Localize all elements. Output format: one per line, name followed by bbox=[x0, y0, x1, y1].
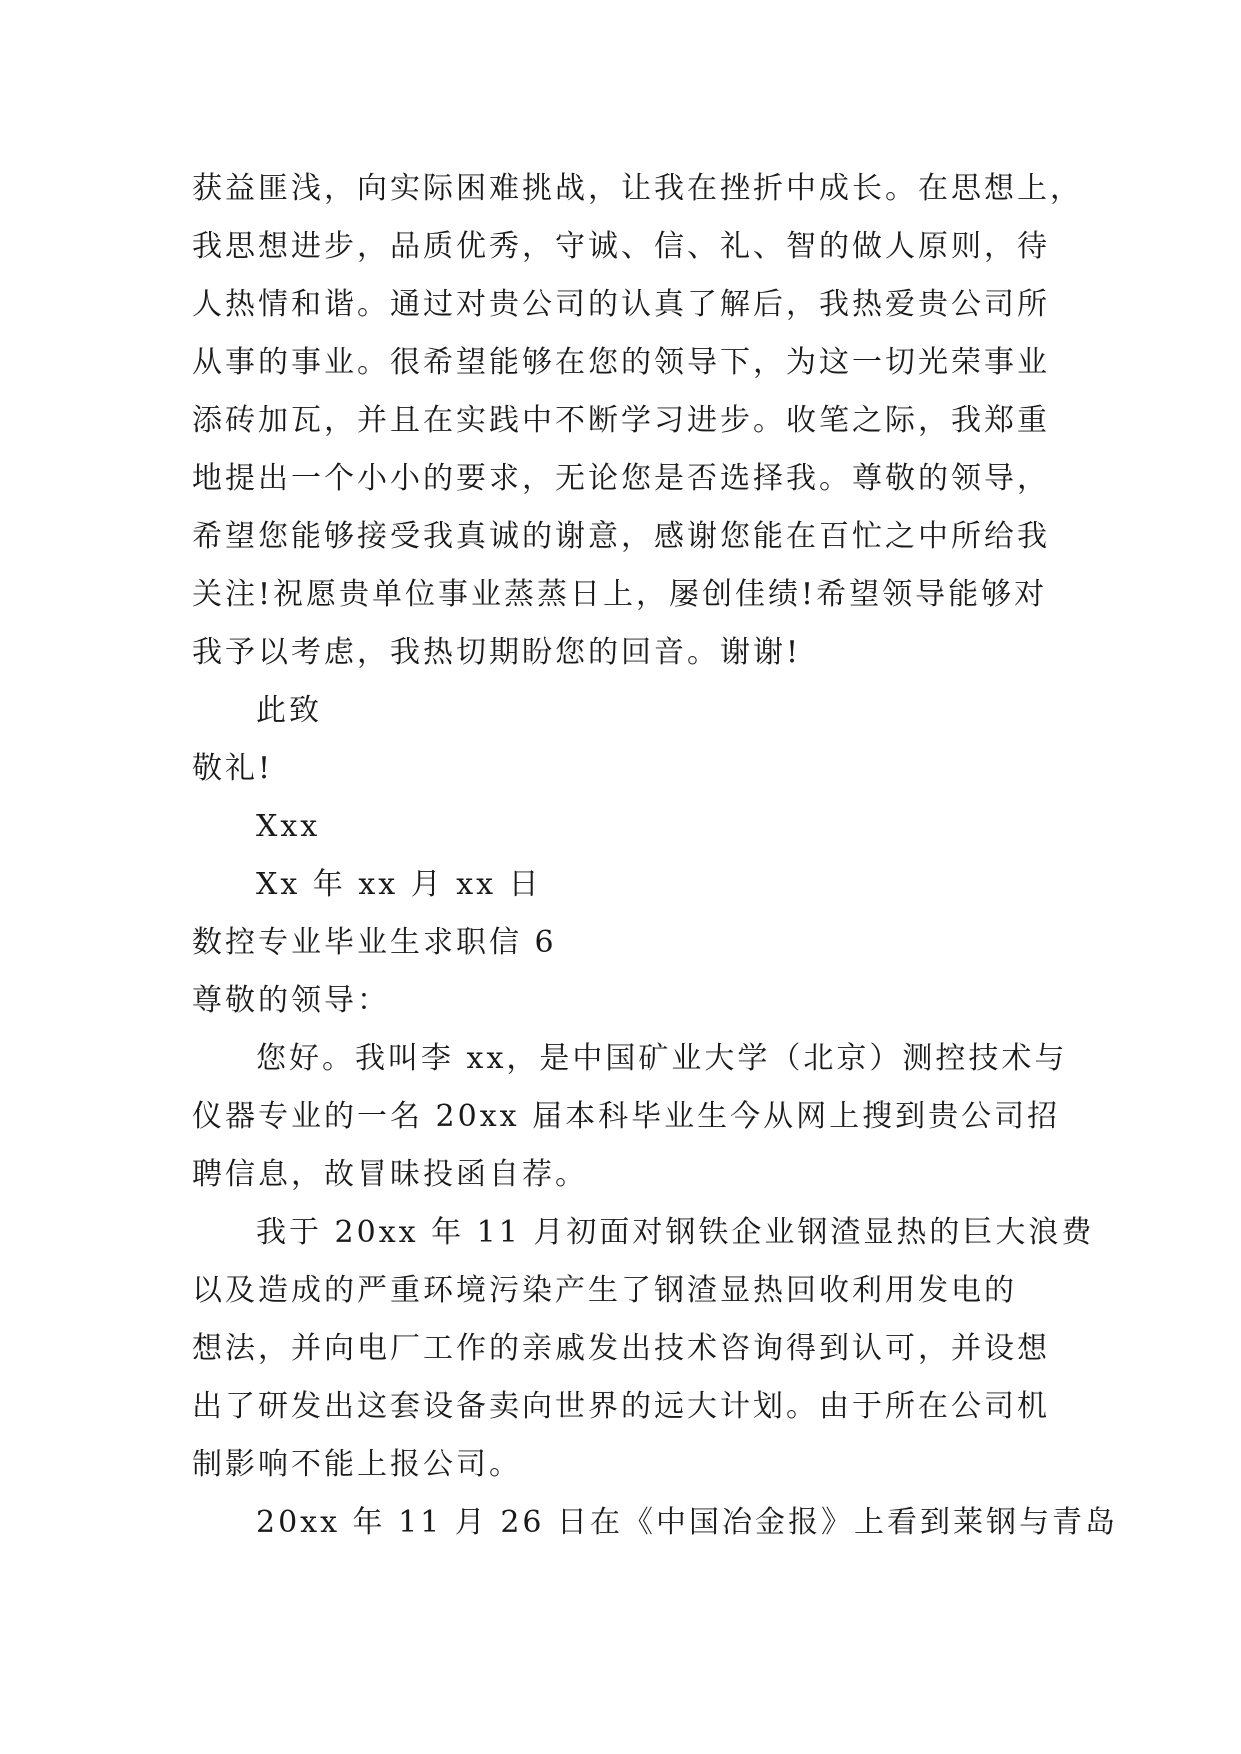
text-line: 20xx 年 11 月 26 日在《中国冶金报》上看到莱钢与青岛 bbox=[256, 1505, 1119, 1540]
text-line: 出了研发出这套设备卖向世界的远大计划。由于所在公司机 bbox=[192, 1389, 1050, 1424]
text-line: Xxx bbox=[256, 809, 321, 844]
text-line: 关注!祝愿贵单位事业蒸蒸日上，屡创佳绩!希望领导能够对 bbox=[192, 577, 1048, 612]
text-line: 想法，并向电厂工作的亲戚发出技术咨询得到认可，并设想 bbox=[192, 1331, 1050, 1366]
text-line: 我思想进步，品质优秀，守诚、信、礼、智的做人原则，待 bbox=[192, 229, 1050, 264]
text-line: 我于 20xx 年 11 月初面对钢铁企业钢渣显热的巨大浪费 bbox=[256, 1215, 1095, 1250]
text-line: 尊敬的领导： bbox=[192, 983, 390, 1018]
text-line: 人热情和谐。通过对贵公司的认真了解后，我热爱贵公司所 bbox=[192, 287, 1050, 322]
text-line: 以及造成的严重环境污染产生了钢渣显热回收利用发电的 bbox=[192, 1273, 1017, 1308]
text-line: 添砖加瓦，并且在实践中不断学习进步。收笔之际，我郑重 bbox=[192, 403, 1050, 438]
text-line: 数控专业毕业生求职信 6 bbox=[192, 925, 557, 960]
text-line: 仪器专业的一名 20xx 届本科毕业生今从网上搜到贵公司招 bbox=[192, 1099, 1061, 1134]
text-line: 从事的事业。很希望能够在您的领导下，为这一切光荣事业 bbox=[192, 345, 1050, 380]
document-body bbox=[192, 160, 1119, 1552]
text-line: 聘信息，故冒昧投函自荐。 bbox=[192, 1157, 588, 1192]
text-line: 我予以考虑，我热切期盼您的回音。谢谢! bbox=[192, 635, 802, 670]
text-line: Xx 年 xx 月 xx 日 bbox=[256, 867, 542, 902]
text-line: 获益匪浅，向实际困难挑战，让我在挫折中成长。在思想上， bbox=[192, 171, 1083, 206]
text-line: 敬礼! bbox=[192, 751, 274, 786]
text-line: 此致 bbox=[256, 693, 322, 728]
text-line: 制影响不能上报公司。 bbox=[192, 1447, 522, 1482]
text-line: 地提出一个小小的要求，无论您是否选择我。尊敬的领导， bbox=[192, 461, 1050, 496]
text-line: 希望您能够接受我真诚的谢意，感谢您能在百忙之中所给我 bbox=[192, 519, 1050, 554]
text-line: 您好。我叫李 xx，是中国矿业大学（北京）测控技术与 bbox=[256, 1041, 1068, 1076]
